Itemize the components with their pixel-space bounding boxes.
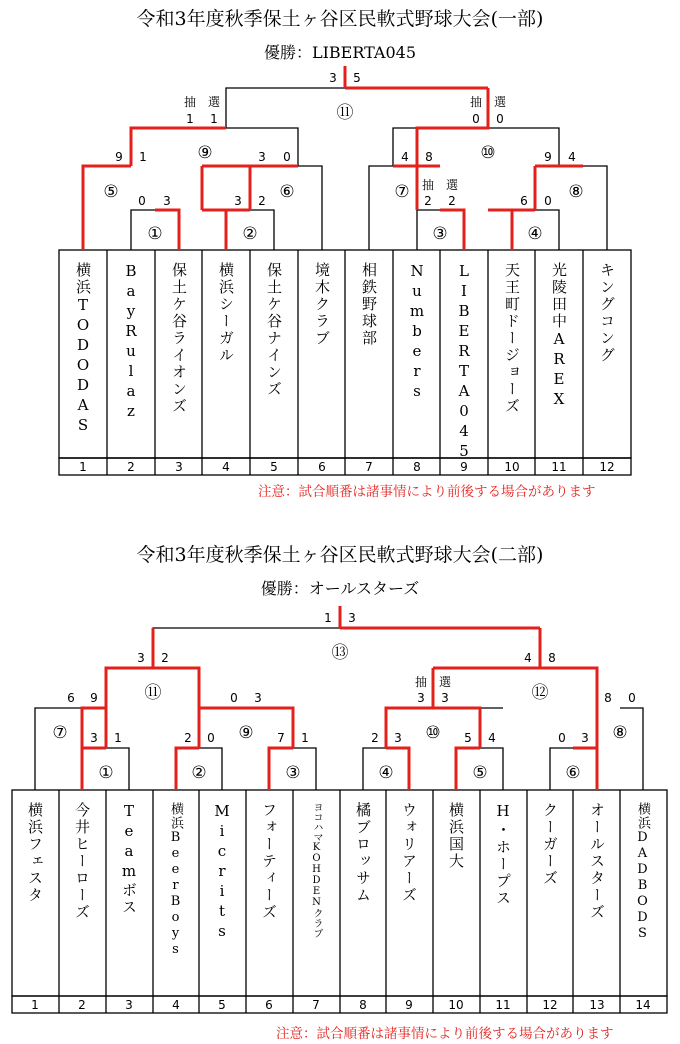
team-name: LIBERTA045 — [455, 262, 473, 462]
team-number: 4 — [222, 460, 230, 474]
match-10-left-score2: 8 — [425, 150, 433, 164]
match-9-left-score2: 1 — [139, 150, 147, 164]
team-number: 8 — [359, 998, 367, 1012]
tournament-2-champion: 優勝：オールスターズ — [260, 579, 420, 598]
match-13-left-score: 1 — [324, 611, 332, 625]
match-3-right-score: 2 — [448, 194, 456, 208]
match-8-right-score: 0 — [628, 691, 636, 705]
team-name: 光陵田中AREX — [550, 262, 568, 410]
team-name: 横浜BeerBoys — [168, 802, 183, 958]
match-3-left-score: 2 — [424, 194, 432, 208]
team-name: オールスターズ — [588, 802, 606, 921]
team-number: 2 — [127, 460, 135, 474]
team-number: 5 — [218, 998, 226, 1012]
match-12-right-score: 8 — [548, 651, 556, 665]
match-4-right-score: 3 — [394, 731, 402, 745]
team-number: 6 — [265, 998, 273, 1012]
match-6-left-score: 0 — [558, 731, 566, 745]
match-4-left-score: 6 — [520, 194, 528, 208]
team-number: 6 — [318, 460, 326, 474]
match-12-left-score: 4 — [524, 651, 532, 665]
team-name: フォーティーズ — [260, 802, 278, 921]
team-name: Micrits — [213, 802, 231, 942]
match-7-left-score: 6 — [67, 691, 75, 705]
match-10-note-right: 選 — [438, 675, 452, 689]
team-number: 3 — [175, 460, 183, 474]
match-13-label: ⑬ — [331, 643, 349, 663]
match-6-right-score: 3 — [581, 731, 589, 745]
team-name: 保土ケ谷ライオンズ — [170, 262, 188, 415]
match-11-note-right: 抽 — [469, 95, 483, 109]
match-3-note-left: 抽 — [421, 178, 435, 192]
team-number: 12 — [599, 460, 615, 474]
match-10-right-score: 9 — [544, 150, 552, 164]
match-6-label: ⑥ — [279, 182, 295, 202]
match-13-right-score: 3 — [348, 611, 356, 625]
match-11-left-score: 3 — [137, 651, 145, 665]
match-11-label: ⑪ — [336, 103, 354, 123]
match-1-label: ① — [147, 224, 163, 244]
tournament-1-champion: 優勝：LIBERTA045 — [263, 43, 417, 62]
match-2-left-score: 2 — [184, 731, 192, 745]
match-2-label: ② — [191, 763, 207, 783]
team-number: 11 — [495, 998, 511, 1012]
match-8-left-score: 8 — [604, 691, 612, 705]
match-3-right-score: 1 — [301, 731, 309, 745]
match-4-label: ④ — [527, 224, 543, 244]
team-name: 横浜TODODAS — [74, 262, 92, 436]
match-2-left-score: 3 — [234, 194, 242, 208]
match-10-left-score: 4 — [401, 150, 409, 164]
match-5-label: ⑤ — [472, 763, 488, 783]
team-name: 横浜シーガル — [217, 262, 235, 364]
match-7-label: ⑦ — [52, 723, 68, 743]
match-1-left-score: 3 — [90, 731, 98, 745]
schedule-notice: 注意：試合順番は諸事情により前後する場合があります — [276, 1026, 614, 1042]
team-number: 11 — [551, 460, 567, 474]
team-name: 保土ケ谷ナインズ — [265, 262, 283, 398]
match-8-label: ⑧ — [568, 182, 584, 202]
match-5-label: ⑤ — [103, 182, 119, 202]
match-10-left-score: 3 — [417, 691, 425, 705]
match-11-right-score: 0 — [472, 112, 480, 126]
match-4-label: ④ — [378, 763, 394, 783]
match-1-right-score: 3 — [163, 194, 171, 208]
final-left-score: 3 — [329, 71, 337, 85]
team-name: Numbers — [408, 262, 426, 402]
match-11-left-score: 1 — [186, 112, 194, 126]
match-11-note-left: 抽 — [183, 95, 197, 109]
team-number: 9 — [405, 998, 413, 1012]
team-name: 境木クラブ — [313, 262, 331, 347]
match-3-left-score: 7 — [277, 731, 285, 745]
match-6-label: ⑥ — [565, 763, 581, 783]
team-number: 13 — [589, 998, 605, 1012]
team-number: 9 — [460, 460, 468, 474]
match-3-note-right: 選 — [445, 178, 459, 192]
team-number: 10 — [448, 998, 464, 1012]
match-10-label: ⑩ — [480, 143, 496, 163]
match-10-label: ⑩ — [425, 723, 441, 743]
team-number: 14 — [635, 998, 651, 1012]
team-name: 相鉄野球部 — [360, 262, 378, 347]
team-number: 1 — [31, 998, 39, 1012]
match-5-left-score: 5 — [464, 731, 472, 745]
team-name: キングコング — [598, 262, 616, 364]
match-9-right-score2: 0 — [283, 150, 291, 164]
match-5-right-score: 4 — [488, 731, 496, 745]
team-name: BayRulaz — [122, 262, 140, 422]
match-11-right-score: 2 — [161, 651, 169, 665]
match-10-note-left: 抽 — [414, 675, 428, 689]
match-12-label: ⑫ — [531, 683, 549, 703]
match-3-label: ③ — [285, 763, 301, 783]
team-name: ウォリアーズ — [400, 802, 418, 904]
team-number: 1 — [79, 460, 87, 474]
match-9-label: ⑨ — [197, 143, 213, 163]
match-7-label: ⑦ — [394, 182, 410, 202]
team-name: Teamボス — [120, 802, 138, 916]
team-number: 8 — [413, 460, 421, 474]
team-number: 10 — [504, 460, 520, 474]
team-name: 天王町ドージョーズ — [503, 262, 521, 415]
match-9-right-score: 3 — [258, 150, 266, 164]
match-9-left-score: 9 — [115, 150, 123, 164]
tournament-1-title: 令和3年度秋季保土ヶ谷区民軟式野球大会(一部) — [136, 8, 544, 30]
match-9-left-score: 0 — [230, 691, 238, 705]
match-11-right-score2: 0 — [496, 112, 504, 126]
team-number: 4 — [172, 998, 180, 1012]
team-number: 7 — [365, 460, 373, 474]
match-2-right-score: 0 — [207, 731, 215, 745]
team-name: 今井ヒーローズ — [73, 802, 91, 921]
team-number: 5 — [270, 460, 278, 474]
match-11-left-score2: 1 — [210, 112, 218, 126]
match-4-right-score: 0 — [544, 194, 552, 208]
match-1-right-score: 1 — [114, 731, 122, 745]
team-name: 橘ブロッサム — [354, 802, 372, 904]
final-right-score: 5 — [353, 71, 361, 85]
match-2-right-score: 2 — [258, 194, 266, 208]
team-name: ヨコハマKOHDENクラブ — [311, 802, 322, 938]
match-9-label: ⑨ — [238, 723, 254, 743]
team-name: 横浜国大 — [447, 802, 465, 870]
tournament-2-title: 令和3年度秋季保土ヶ谷区民軟式野球大会(二部) — [136, 544, 544, 566]
team-name: 横浜DADBODS — [635, 802, 650, 942]
match-9-right-score: 3 — [254, 691, 262, 705]
team-number: 12 — [542, 998, 558, 1012]
match-2-label: ② — [242, 224, 258, 244]
match-11-note-left2: 選 — [207, 95, 221, 109]
match-10-right-score: 3 — [441, 691, 449, 705]
match-1-label: ① — [98, 763, 114, 783]
match-11-label: ⑪ — [144, 683, 162, 703]
schedule-notice: 注意：試合順番は諸事情により前後する場合があります — [258, 484, 596, 500]
match-11-note-right2: 選 — [493, 95, 507, 109]
match-8-label: ⑧ — [612, 723, 628, 743]
team-number: 3 — [125, 998, 133, 1012]
team-name: H・ホープス — [494, 802, 512, 907]
match-3-label: ③ — [432, 224, 448, 244]
team-number: 7 — [312, 998, 320, 1012]
team-number: 2 — [78, 998, 86, 1012]
match-4-left-score: 2 — [371, 731, 379, 745]
match-1-left-score: 0 — [138, 194, 146, 208]
team-name: クーガーズ — [541, 802, 559, 887]
match-7-right-score: 9 — [90, 691, 98, 705]
match-10-right-score2: 4 — [568, 150, 576, 164]
team-name: 横浜フェスタ — [26, 802, 44, 904]
